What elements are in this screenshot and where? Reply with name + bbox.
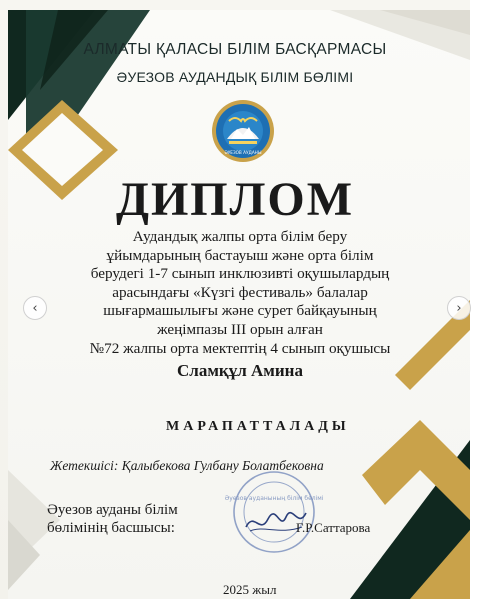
supervisor-line: Жетекшісі: Қалыбекова Гулбану Болатбековна	[50, 458, 324, 473]
body-line: №72 жалпы орта мектептің 4 сынып оқушысы	[89, 339, 391, 357]
diploma-body	[80, 228, 400, 358]
head-name: Г.Р.Саттарова	[296, 520, 371, 535]
head-title-line-1: Әуезов ауданы білім	[47, 502, 178, 518]
org-line-2: ӘУЕЗОВ АУДАНДЫҚ БІЛІМ БӨЛІМІ	[116, 69, 354, 85]
head-title-line-2: бөлімінің басшысы:	[47, 520, 175, 536]
recipient-name: Сламқұл Амина	[177, 361, 303, 380]
body-line: жеңімпазы III орын алған	[157, 320, 323, 338]
chevron-right-icon: ›	[456, 300, 462, 316]
stamp-text: Әуезов ауданының білім бөлімі	[224, 495, 324, 502]
body-line: шығармашылығы және сурет байқауының	[103, 302, 377, 320]
district-emblem-icon	[211, 99, 275, 163]
body-line: ұйымдарының бастауыш және орта білім	[106, 246, 374, 264]
body-line: берудегі 1-7 сынып инклюзивті оқушылардың	[90, 265, 390, 283]
award-word: МАРАПАТТАЛАДЫ	[166, 419, 350, 434]
carousel-next-button[interactable]	[447, 296, 471, 320]
chevron-left-icon: ‹	[32, 300, 38, 316]
diploma-title: ДИПЛОМ	[115, 173, 355, 226]
emblem-text: ӘУЕЗОВ АУДАНЫ	[224, 150, 262, 155]
org-line-1: АЛМАТЫ ҚАЛАСЫ БІЛІМ БАСҚАРМАСЫ	[83, 41, 387, 58]
body-line: арасындағы «Күзгі фестиваль» балалар	[112, 283, 368, 301]
body-line: Аудандық жалпы орта білім беру	[132, 228, 348, 245]
carousel-prev-button[interactable]	[23, 296, 47, 320]
diploma-year: 2025 жыл	[223, 582, 277, 597]
